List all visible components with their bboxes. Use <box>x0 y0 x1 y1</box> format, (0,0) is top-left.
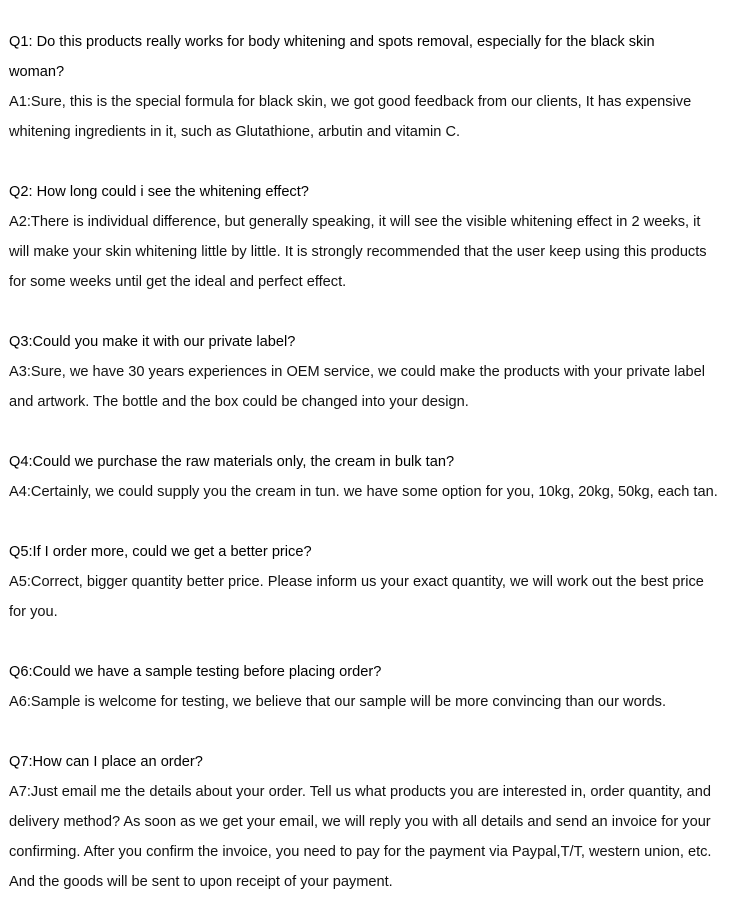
a5-answer-line-1: A5:Correct, bigger quantity better price. Please inform us your exact quantity, we will work out the best price <box>9 574 704 590</box>
a4-answer-line-1: A4:Certainly, we could supply you the cream in tun. we have some option for you, 10kg, 20kg, 50kg, each tan. <box>9 484 718 500</box>
q7-question-line-1: Q7:How can I place an order? <box>9 754 203 770</box>
q6-question-line-1: Q6:Could we have a sample testing before placing order? <box>9 664 382 680</box>
q3-question-line-1: Q3:Could you make it with our private label? <box>9 334 296 350</box>
a2-answer-line-1: A2:There is individual difference, but generally speaking, it will see the visible whitening effect in 2 weeks, it <box>9 214 701 230</box>
a7-answer-line-2: delivery method? As soon as we get your email, we will reply you with all details and send an invoice for your <box>9 814 711 830</box>
a1-answer-line-2: whitening ingredients in it, such as Glutathione, arbutin and vitamin C. <box>9 124 461 140</box>
a6-answer-line-1: A6:Sample is welcome for testing, we believe that our sample will be more convincing than our words. <box>9 694 667 710</box>
q2-question-line-1: Q2: How long could i see the whitening effect? <box>9 184 309 200</box>
a5-answer-line-2: for you. <box>9 604 58 620</box>
a7-answer-line-3: confirming. After you confirm the invoice, you need to pay for the payment via Paypal,T/T, western union, etc. <box>9 844 712 860</box>
a3-answer-line-2: and artwork. The bottle and the box could be changed into your design. <box>9 394 469 410</box>
a2-answer-line-3: for some weeks until get the ideal and perfect effect. <box>9 274 347 290</box>
q5-question-line-1: Q5:If I order more, could we get a better price? <box>9 544 312 560</box>
a2-answer-line-2: will make your skin whitening little by little. It is strongly recommended that the user keep using this products <box>9 244 707 260</box>
q1-question-line-2: woman? <box>9 64 65 80</box>
a7-answer-line-4: And the goods will be sent to upon receipt of your payment. <box>9 874 393 890</box>
q4-question-line-1: Q4:Could we purchase the raw materials only, the cream in bulk tan? <box>9 454 455 470</box>
a7-answer-line-1: A7:Just email me the details about your order. Tell us what products you are interested in, order quantity, and <box>9 784 711 800</box>
a3-answer-line-1: A3:Sure, we have 30 years experiences in OEM service, we could make the products with your private label <box>9 364 705 380</box>
q1-question-line-1: Q1: Do this products really works for body whitening and spots removal, especially for the black skin <box>9 34 655 50</box>
a1-answer-line-1: A1:Sure, this is the special formula for black skin, we got good feedback from our clients, It has expensive <box>9 94 692 110</box>
